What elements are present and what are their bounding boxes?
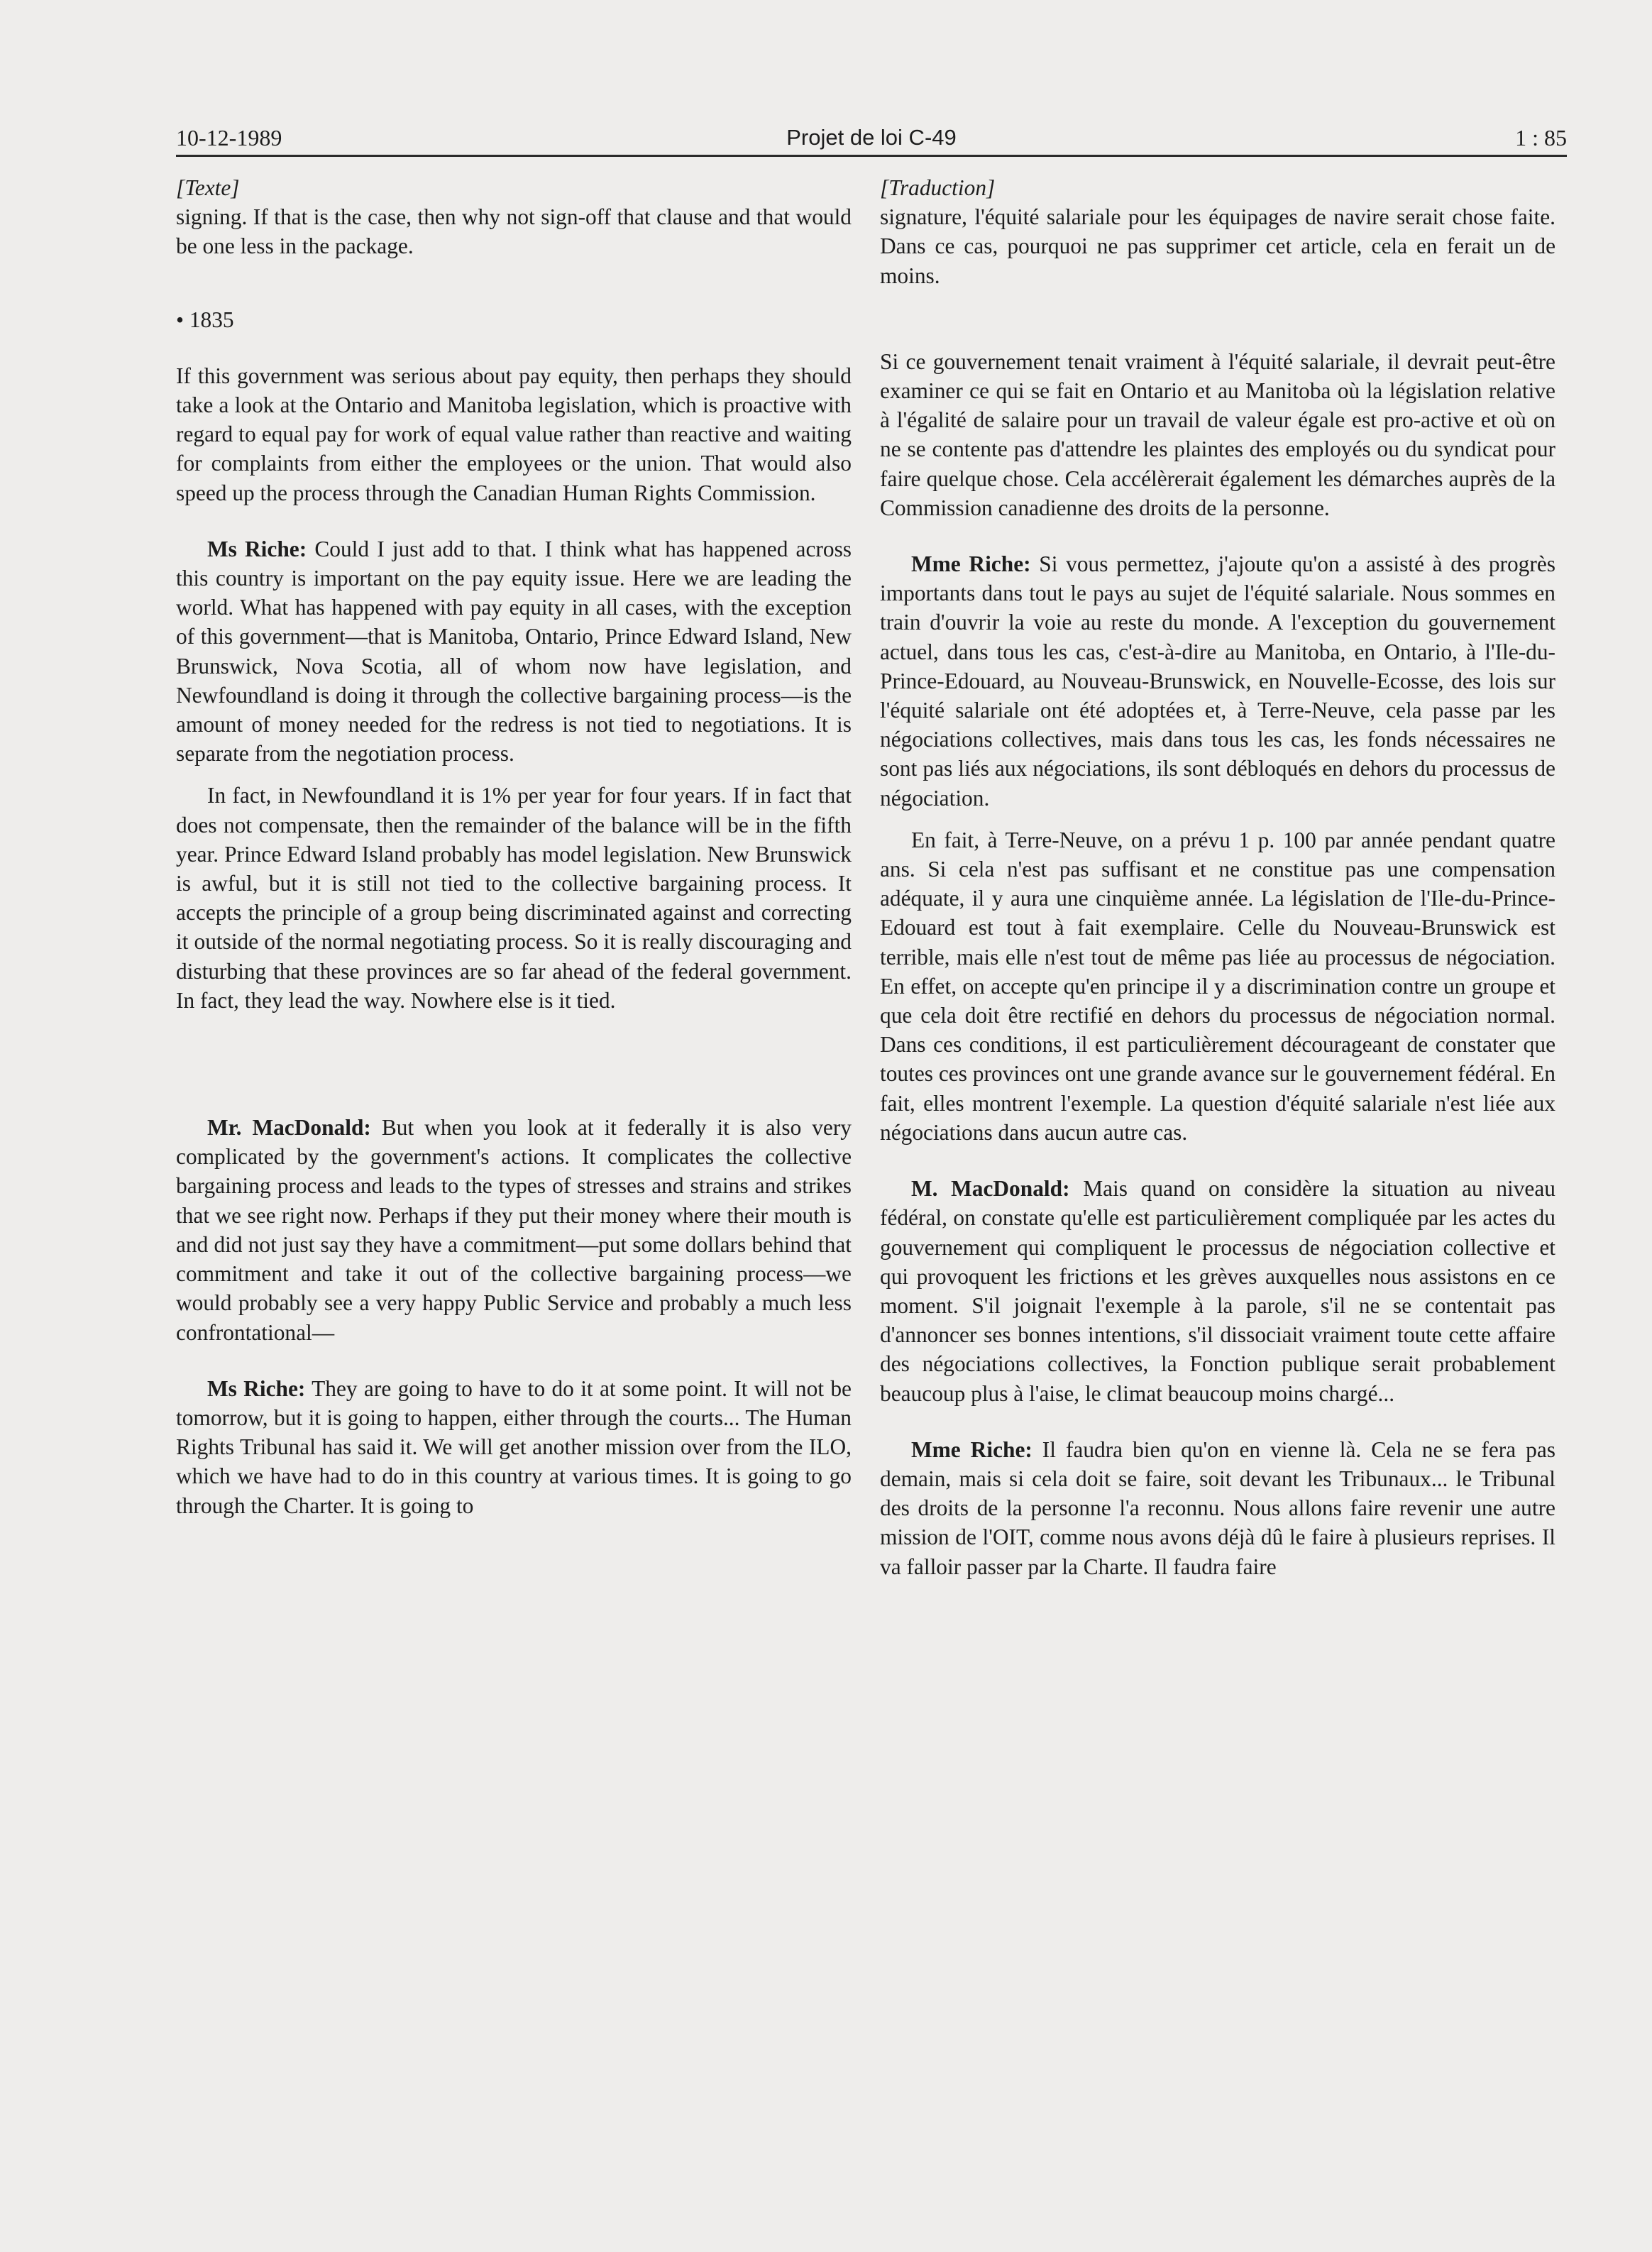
french-column — [880, 173, 1555, 1581]
speaker-name: Mme Riche: — [911, 551, 1031, 577]
speaker-name: Ms Riche: — [207, 536, 307, 561]
speaker-name: Mr. MacDonald: — [207, 1115, 371, 1141]
speech-text: But when you look at it federally it is also very complicated by the government's actions. It complicates the collective bargaining process and leads to the types of stresses and strains and strikes that we see right now. Perhaps if they put their money where their mouth is and did not just say they have a commitment—put some dollars behind that commitment and take it out of the collective bargaining process—we would probably see a very happy Public Service and probably a much less confrontational— — [176, 1115, 852, 1345]
header-page-number: 1 : 85 — [1515, 125, 1567, 150]
paragraph — [176, 1113, 852, 1347]
language-tag-english: [Texte] — [176, 175, 240, 200]
time-marker: • 1835 — [176, 307, 234, 332]
paragraph — [176, 534, 852, 769]
page-header — [176, 121, 1567, 156]
paragraph: Si ce gouvernement tenait vraiment à l'équité salariale, il devrait peut-être examiner ce qui se fait en Ontario et au Manitoba où la législation relative à l'égalité de salaire pour un travail de valeur égale est pro-active et où on ne se contente pas d'attendre les plaintes des employés ou du syndicat pour faire quelque chose. Cela accélèrerait également les démarches auprès de la Commission canadienne des droits de la personne. — [880, 348, 1555, 520]
speech-text: Il faudra bien qu'on en vienne là. Cela ne se fera pas demain, mais si cela doit se faire, soit devant les Tribunaux... le Tribunal des droits de la personne l'a reconnu. Nous allons faire revenir une autre mission de l'OIT, comme nous avons déjà dû le faire à plusieurs reprises. Il va falloir passer par la Charte. Il faudra faire — [880, 1437, 1555, 1579]
paragraph: In fact, in Newfoundland it is 1% per year for four years. If in fact that does not compensate, then the remainder of the balance will be in the fifth year. Prince Edward Island probably has model legislation. New Brunswick is awful, but it is still not tied to the collective bargaining process. It accepts the principle of a group being discriminated against and correcting it outside of the normal negotiating process. So it is really discouraging and disturbing that these provinces are so far ahead of the federal government. In fact, they lead the way. Nowhere else is it tied. — [176, 783, 852, 1013]
header-date: 10-12-1989 — [176, 125, 282, 150]
language-tag-french: [Traduction] — [880, 175, 996, 200]
speech-text: Si vous permettez, j'ajoute qu'on a assisté à des progrès importants dans tout le pays au sujet de l'équité salariale. Nous sommes en train d'ouvrir la voie au reste du monde. A l'exception du gouvernement actuel, dans tous les cas, c'est-à-dire au Manitoba, en Ontario, à l'Ile-du-Prince-Edouard, au Nouveau-Brunswick, en Nouvelle-Ecosse, des lois sur l'équité salariale ont été adoptées et, à Terre-Neuve, cela passe par les négociations collectives, mais dans tous les cas, les fonds nécessaires ne sont pas liés aux négociations, ils sont débloqués en dehors du processus de négociation. — [880, 551, 1555, 811]
paragraph: En fait, à Terre-Neuve, on a prévu 1 p. 100 par année pendant quatre ans. Si cela n'est pas suffisant et ne constitue pas une compensation adéquate, il y aura une cinquième année. La législation de l'Ile-du-Prince-Edouard est tout à fait exemplaire. Celle du Nouveau-Brunswick est terrible, mais elle n'est tout de même pas liée au processus de négociation. En effet, on accepte qu'en principe il y a discrimination contre un groupe et que cela doit être rectifié en dehors du processus de négociation normal. Dans ces conditions, il est particulièrement décourageant de constater que toutes ces provinces ont une grande avance sur le gouvernement fédéral. En fait, elles montrent l'exemple. La question d'équité salariale n'est liée aux négociations dans aucun autre cas. — [880, 827, 1555, 1145]
paragraph: If this government was serious about pay equity, then perhaps they should take a look at the Ontario and Manitoba legislation, which is proactive with regard to equal pay for work of equal value rather than reactive and waiting for complaints from either the employees or the union. That would also speed up the process through the Canadian Human Rights Commission. — [176, 363, 852, 505]
english-column — [176, 173, 852, 1520]
header-title: Projet de loi C-49 — [786, 125, 957, 150]
paragraph: signing. If that is the case, then why not sign-off that clause and that would be one less in the package. — [176, 204, 852, 259]
speaker-name: Mme Riche: — [911, 1437, 1032, 1462]
header-rule — [176, 155, 1567, 157]
paragraph — [880, 1435, 1555, 1581]
paragraph — [880, 549, 1555, 813]
speech-text: Could I just add to that. I think what has happened across this country is important on the pay equity issue. Here we are leading the world. What has happened with pay equity in all cases, with the exception of this government—that is Manitoba, Ontario, Prince Edward Island, New Brunswick, Nova Scotia, all of whom now have legislation, and Newfoundland is doing it through the collective bargaining process—is the amount of money needed for the redress is not tied to negotiations. It is separate from the negotiation process. — [176, 536, 852, 767]
speech-text: They are going to have to do it at some point. It will not be tomorrow, but it is going to happen, either through the courts... The Human Rights Tribunal has said it. We will get another mission over from the ILO, which we have had to do in this country at various times. It is going to go through the Charter. It is going to — [176, 1375, 852, 1518]
speaker-name: Ms Riche: — [207, 1375, 306, 1401]
paragraph — [880, 1174, 1555, 1408]
paragraph — [176, 1374, 852, 1520]
paragraph: signature, l'équité salariale pour les équipages de navire serait chose faite. Dans ce cas, pourquoi ne pas supprimer cet article, cela en ferait un de moins. — [880, 204, 1555, 288]
speaker-name: M. MacDonald: — [911, 1176, 1070, 1202]
speech-text: Mais quand on considère la situation au niveau fédéral, on constate qu'elle est particulièrement compliquée par les actes du gouvernement qui compliquent le processus de négociation collective et qui provoquent les frictions et les grèves auxquelles nous assistons en ce moment. S'il joignait l'exemple à la parole, s'il ne se contentait pas d'annoncer ses bonnes intentions, s'il dissociait vraiment toute cette affaire des négociations collectives, la Fonction publique serait probablement beaucoup plus à l'aise, le climat beaucoup moins chargé... — [880, 1176, 1555, 1406]
